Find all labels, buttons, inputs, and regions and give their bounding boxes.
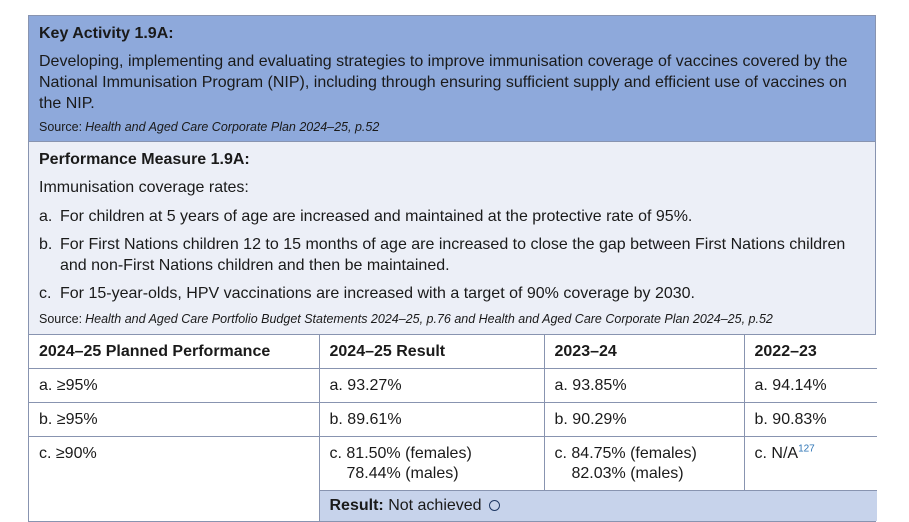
key-activity-description: Developing, implementing and evaluating strategies to improve immunisation coverage of vaccines covered by the National Immunisation Program (NIP), including through ensuring sufficient supply and efficient use of vaccines on the NIP.	[39, 52, 848, 112]
performance-report-card	[28, 15, 876, 522]
result-c-females: c. 81.50% (females)	[329, 444, 472, 462]
col-header-2023-24: 2023–24	[544, 335, 744, 369]
col-header-planned-performance: 2024–25 Planned Performance	[29, 335, 319, 369]
cell-2023-24-b: b. 90.29%	[544, 402, 744, 436]
table-row-c	[29, 436, 877, 490]
fy2023-24-c-females: c. 84.75% (females)	[554, 444, 697, 462]
key-activity-section	[29, 16, 875, 142]
col-header-2022-23: 2022–23	[744, 335, 877, 369]
item-text: For children at 5 years of age are increased and maintained at the protective rate of 95%.	[60, 207, 693, 225]
item-marker: c.	[39, 285, 52, 303]
item-text: For First Nations children 12 to 15 months of age are increased to close the gap between First Nations children and non-First Nations children and then be maintained.	[60, 235, 846, 275]
fy2023-24-c-males: 82.03% (males)	[571, 464, 684, 482]
result-c-males: 78.44% (males)	[346, 464, 459, 482]
source-label: Source:	[39, 312, 83, 327]
cell-planned-a: a. ≥95%	[29, 368, 319, 402]
cell-2023-24-a: a. 93.85%	[544, 368, 744, 402]
cell-planned-b: b. ≥95%	[29, 402, 319, 436]
cell-2022-23-a: a. 94.14%	[744, 368, 877, 402]
source-citation: Health and Aged Care Portfolio Budget Statements 2024–25, p.76 and Health and Aged Care Corporate Plan 2024–25, p.52	[85, 312, 773, 327]
cell-result-b: b. 89.61%	[319, 402, 544, 436]
cell-2023-24-c	[544, 436, 744, 490]
cell-2022-23-c	[744, 436, 877, 490]
result-value: Not achieved	[388, 496, 482, 514]
not-achieved-circle-icon	[489, 500, 500, 511]
measure-item-b	[39, 234, 865, 276]
measure-item-c	[39, 283, 865, 304]
na-value: c. N/A	[754, 444, 799, 462]
performance-measure-section	[29, 142, 875, 334]
cell-result-c	[319, 436, 544, 490]
cell-result-a: a. 93.27%	[319, 368, 544, 402]
result-status-cell	[319, 490, 877, 521]
col-header-2024-25-result: 2024–25 Result	[319, 335, 544, 369]
footnote-link-127[interactable]: 127	[798, 443, 815, 455]
result-label: Result:	[329, 496, 384, 514]
item-marker: b.	[39, 235, 53, 253]
performance-measure-intro: Immunisation coverage rates:	[39, 178, 249, 196]
item-marker: a.	[39, 207, 53, 225]
table-row-b	[29, 402, 877, 436]
performance-measure-heading: Performance Measure 1.9A:	[39, 151, 250, 169]
item-text: For 15-year-olds, HPV vaccinations are increased with a target of 90% coverage by 2030.	[60, 285, 695, 303]
results-table	[29, 335, 877, 521]
cell-planned-c: c. ≥90%	[29, 436, 319, 521]
key-activity-heading: Key Activity 1.9A:	[39, 25, 174, 42]
source-citation: Health and Aged Care Corporate Plan 2024–25, p.52	[85, 119, 380, 134]
cell-2022-23-b: b. 90.83%	[744, 402, 877, 436]
source-label: Source:	[39, 119, 83, 134]
key-activity-source	[39, 119, 865, 135]
measure-item-a	[39, 206, 865, 227]
performance-measure-source	[39, 311, 865, 327]
table-row-a	[29, 368, 877, 402]
results-header-row	[29, 335, 877, 369]
